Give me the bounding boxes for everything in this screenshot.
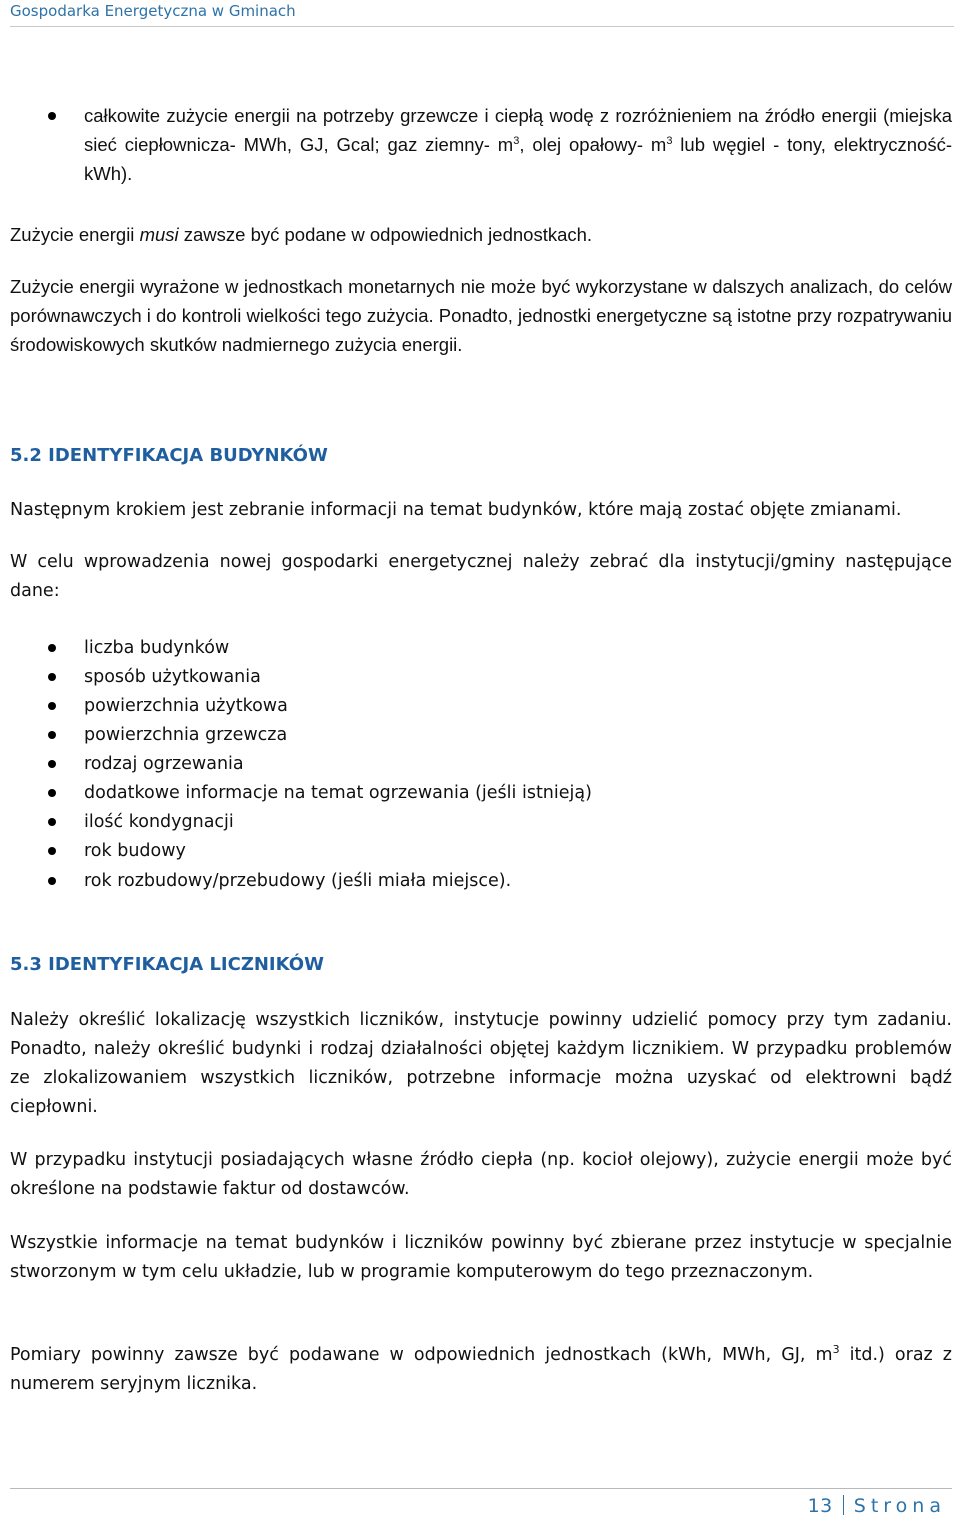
paragraph-meter-location: Należy określić lokalizację wszystkich liczników, instytucje powinny udzielić pomocy przy tym zadaniu. Ponadto, należy określić budynki i rodzaj działalności objętej każdym licznikiem. W przypadku problemów ze zlokalizowaniem wszystkich liczników, potrzebne informacje można uzyskać od elektrowni bądź ciepłowni. [10, 1010, 952, 1117]
page-footer [10, 1488, 952, 1519]
paragraph-monetary: Zużycie energii wyrażone w jednostkach monetarnych nie może być wykorzystane w dalszych analizach, do celów porównawczych i do kontroli wielkości tego zużycia. Ponadto, jednostki energetyczne są istotne przy rozpatrywaniu środowiskowych skutków nadmiernego zużycia energii. [10, 276, 952, 355]
footer-divider [843, 1495, 844, 1515]
page-number: 13 Strona [807, 1495, 946, 1517]
bullet-icon [48, 673, 56, 681]
bullet-text: całkowite zużycie energii na potrzeby grzewcze i ciepłą wodę z rozróżnieniem na źródło energii (miejska sieć ciepłownicza- MWh, GJ, Gcal; gaz ziemny- $m^3$, olej opałowy- $m^3$ lub węgiel - tony, elektryczność- kWh). [84, 105, 952, 184]
paragraph-data-collection: Wszystkie informacje na temat budynków i liczników powinny być zbierane przez instytucje w specjalnie stworzonym w tym celu układzie, lub w programie komputerowym do tego przeznaczonym. [10, 1233, 952, 1282]
bullet-icon [48, 644, 56, 652]
bullet-icon [48, 760, 56, 768]
bullet-icon [48, 731, 56, 739]
section-heading-5-3: 5.3 IDENTYFIKACJA LICZNIKÓW [10, 954, 324, 975]
paragraph-measurements: Pomiary powinny zawsze być podawane w odpowiednich jednostkach (kWh, MWh, GJ, $m^3$ itd.) oraz z numerem seryjnym licznika. [10, 1343, 952, 1394]
bullet-icon [48, 818, 56, 826]
bullet-icon [48, 702, 56, 710]
paragraph-own-heat-source: W przypadku instytucji posiadających własne źródło ciepła (np. kocioł olejowy), zużycie energii może być określone na podstawie faktur od dostawców. [10, 1150, 952, 1199]
paragraph-next-step: Następnym krokiem jest zebranie informacji na temat budynków, które mają zostać objęte zmianami. [10, 500, 902, 520]
bullet-icon [48, 847, 56, 855]
bullet-icon [48, 789, 56, 797]
header-title: Gospodarka Energetyczna w Gminach [10, 2, 296, 20]
paragraph-data-needed: W celu wprowadzenia nowej gospodarki energetycznej należy zebrać dla instytucji/gminy następujące dane: [10, 552, 952, 601]
section-heading-5-2: 5.2 IDENTYFIKACJA BUDYNKÓW [10, 445, 328, 466]
page-header [10, 0, 954, 27]
bullet-icon [48, 112, 56, 120]
bullet-icon [48, 877, 56, 885]
paragraph-units: Zużycie energii musi zawsze być podane w odpowiednich jednostkach. [10, 224, 593, 245]
